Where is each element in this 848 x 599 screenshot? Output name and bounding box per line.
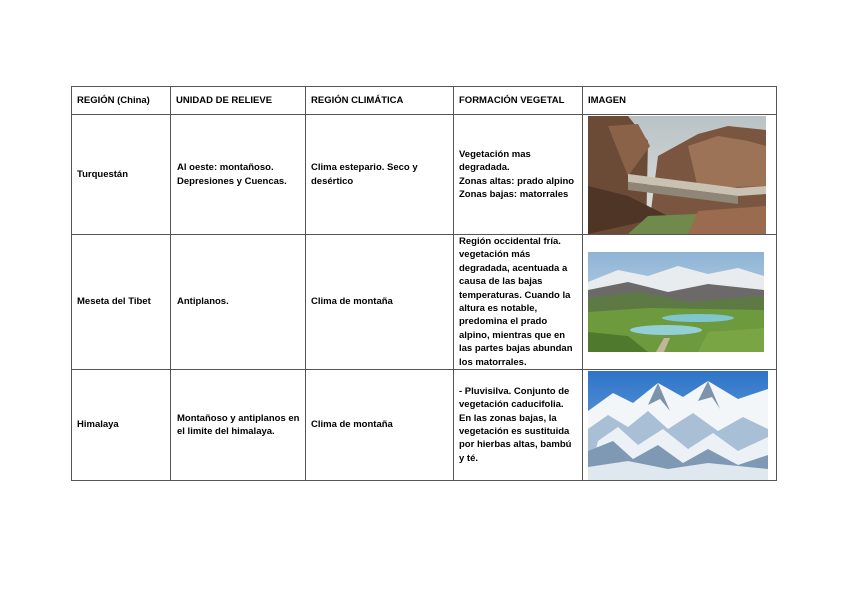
image-cell — [583, 115, 777, 235]
relieve-cell: Al oeste: montañoso. Depresiones y Cuencas. — [171, 115, 306, 235]
header-clima: REGIÓN CLIMÁTICA — [306, 87, 454, 115]
vegetal-line: Vegetación mas degradada. — [459, 148, 531, 174]
vegetal-cell: - Pluvisilva. Conjunto de vegetación caducifolia. En las zonas bajas, la vegetación es sustituida por hierbas altas, bambú y té. — [454, 370, 583, 481]
header-imagen: IMAGEN — [583, 87, 777, 115]
region-cell: Meseta del Tibet — [72, 235, 171, 370]
clima-cell: Clima de montaña — [306, 235, 454, 370]
vegetal-cell — [454, 115, 583, 235]
canyon-road-photo — [588, 116, 766, 234]
clima-cell: Clima estepario. Seco y desértico — [306, 115, 454, 235]
image-cell — [583, 370, 777, 481]
relieve-cell: Montañoso y antiplanos en el limite del himalaya. — [171, 370, 306, 481]
header-region: REGIÓN (China) — [72, 87, 171, 115]
relieve-cell: Antiplanos. — [171, 235, 306, 370]
region-cell: Turquestán — [72, 115, 171, 235]
header-vegetal: FORMACIÓN VEGETAL — [454, 87, 583, 115]
region-cell: Himalaya — [72, 370, 171, 481]
snowy-peaks-photo — [588, 371, 768, 480]
image-cell — [583, 235, 777, 370]
clima-cell: Clima de montaña — [306, 370, 454, 481]
plateau-lake-photo — [588, 252, 764, 352]
table-row — [72, 115, 777, 235]
header-relieve: UNIDAD DE RELIEVE — [171, 87, 306, 115]
vegetal-cell: Región occidental fría. vegetación más degradada, acentuada a causa de las bajas temperaturas. Cuando la altura es notable, predomina el prado alpino, mientras que en las partes bajas abundan los matorrales. — [454, 235, 583, 370]
region-table — [71, 86, 777, 481]
header-row — [72, 87, 777, 115]
table-row — [72, 370, 777, 481]
vegetal-line: Zonas bajas: matorrales — [459, 188, 569, 200]
table-row — [72, 235, 777, 370]
vegetal-line: Zonas altas: prado alpino — [459, 175, 575, 187]
